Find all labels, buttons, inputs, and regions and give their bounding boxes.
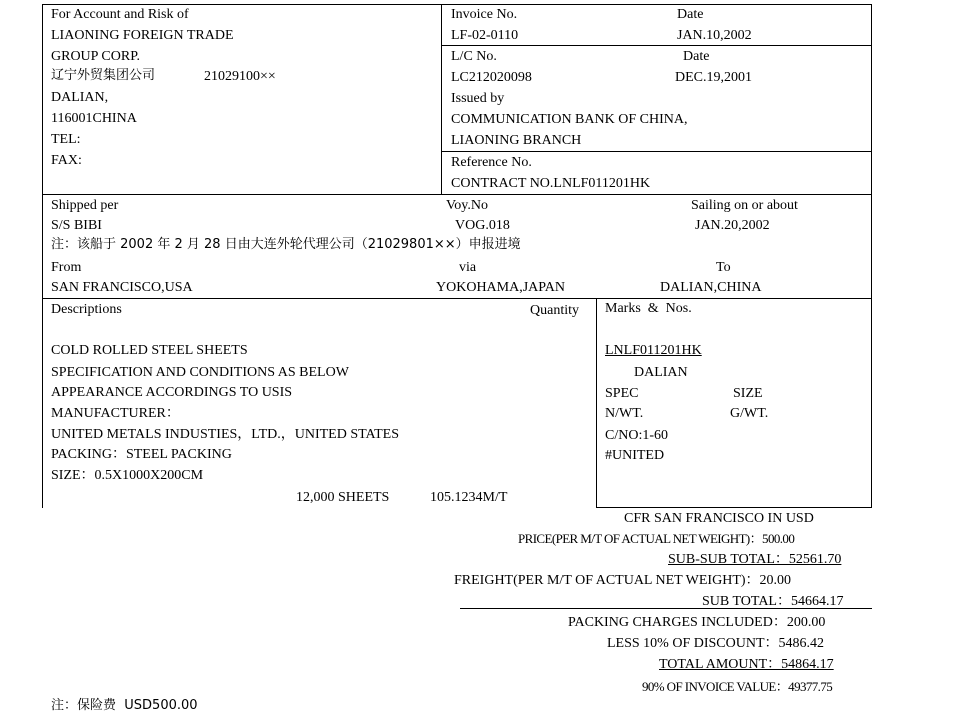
via-label: via [459,260,477,275]
reference-value: CONTRACT NO.LNLF011201HK [451,176,651,191]
sub-sub-total: SUB-SUB TOTAL：52561.70 [668,552,842,567]
goods-line: SIZE：0.5X1000X200CM [51,468,204,483]
shipped-per-value: S/S BIBI [51,218,102,233]
from-label: From [51,260,82,275]
descriptions-header: Descriptions [51,302,122,317]
packing-charges: PACKING CHARGES INCLUDED：200.00 [568,615,826,630]
shipped-per-label: Shipped per [51,198,119,213]
marks-header: Marks & Nos. [605,301,692,316]
issued-label: Issued by [451,91,505,106]
sub-total: SUB TOTAL：54664.17 [702,594,844,609]
via-value: YOKOHAMA,JAPAN [436,280,566,295]
lc-no-value: LC212020098 [451,70,532,85]
voy-no-value: VOG.018 [455,218,510,233]
left-border-top [42,4,43,300]
marks-divider [596,298,597,508]
total-amount: TOTAL AMOUNT：54864.17 [659,657,834,672]
invoice-no-label: Invoice No. [451,7,518,22]
invoice-lc-divider [441,45,872,46]
freight: FREIGHT(PER M/T OF ACTUAL NET WEIGHT)：20.00 [454,573,792,588]
goods-line: PACKING：STEEL PACKING [51,447,232,462]
from-value: SAN FRANCISCO,USA [51,280,193,295]
quantity-sheets: 12,000 SHEETS [296,490,390,505]
goods-line: UNITED METALS INDUSTIES，LTD.，UNITED STATES [51,427,399,442]
reference-label: Reference No. [451,155,532,170]
price-terms: CFR SAN FRANCISCO IN USD [624,511,814,526]
lc-date-label: Date [683,49,710,64]
unit-price: PRICE(PER M/T OF ACTUAL NET WEIGHT)：500.00 [518,531,795,546]
account-name-cn: 辽宁外贸集团公司 [51,68,156,83]
marks-cno: C/NO:1-60 [605,428,668,443]
marks-port: DALIAN [634,365,688,380]
sailing-label: Sailing on or about [691,198,798,213]
issued-line-2: LIAONING BRANCH [451,133,582,148]
sailing-value: JAN.20,2002 [695,218,770,233]
account-line-2: GROUP CORP. [51,49,140,64]
top-border [42,4,872,5]
account-code: 21029100×× [204,69,276,84]
goods-right-border [871,298,872,508]
invoice-date-label: Date [677,7,704,22]
marks-spec: SPEC [605,386,639,401]
account-fax: FAX: [51,153,82,168]
goods-line: APPEARANCE ACCORDINGS TO USIS [51,385,293,400]
marks-bottom-line [596,507,872,508]
invoice-date-value: JAN.10,2002 [677,28,752,43]
ninety-percent-value: 90% OF INVOICE VALUE：49377.75 [642,679,833,694]
goods-line: COLD ROLLED STEEL SHEETS [51,343,248,358]
marks-gwt: G/WT. [730,406,769,421]
ship-entry-note: 注：该船于 2002 年 2 月 28 日由大连外轮代理公司（21029801××）申报进境 [51,237,521,252]
account-postcode: 116001CHINA [51,111,137,126]
goods-line: MANUFACTURER： [51,406,180,421]
issued-line-1: COMMUNICATION BANK OF CHINA, [451,112,688,127]
quantity-weight: 105.1234M/T [430,490,508,505]
marks-nwt: N/WT. [605,406,644,421]
marks-size: SIZE [733,386,763,401]
account-line-1: LIAONING FOREIGN TRADE [51,28,234,43]
to-value: DALIAN,CHINA [660,280,762,295]
to-label: To [716,260,731,275]
issued-ref-divider [441,151,872,152]
lc-no-label: L/C No. [451,49,497,64]
goods-line: SPECIFICATION AND CONDITIONS AS BELOW [51,365,349,380]
insurance-note: 注：保险费 USD500.00 [51,698,198,713]
voy-no-label: Voy.No [446,198,489,213]
account-city: DALIAN, [51,90,109,105]
marks-code: LNLF011201HK [605,343,702,358]
marks-brand: #UNITED [605,448,665,463]
invoice-no-value: LF-02-0110 [451,28,519,43]
goods-top-line [42,298,872,299]
discount: LESS 10% OF DISCOUNT：5486.42 [607,636,825,651]
goods-left-border [42,298,43,508]
account-label: For Account and Risk of [51,7,189,22]
header-divider [441,4,442,194]
lc-date-value: DEC.19,2001 [675,70,752,85]
right-border-top [871,4,872,300]
header-bottom-line [42,194,872,195]
account-tel: TEL: [51,132,81,147]
quantity-header: Quantity [530,303,579,318]
